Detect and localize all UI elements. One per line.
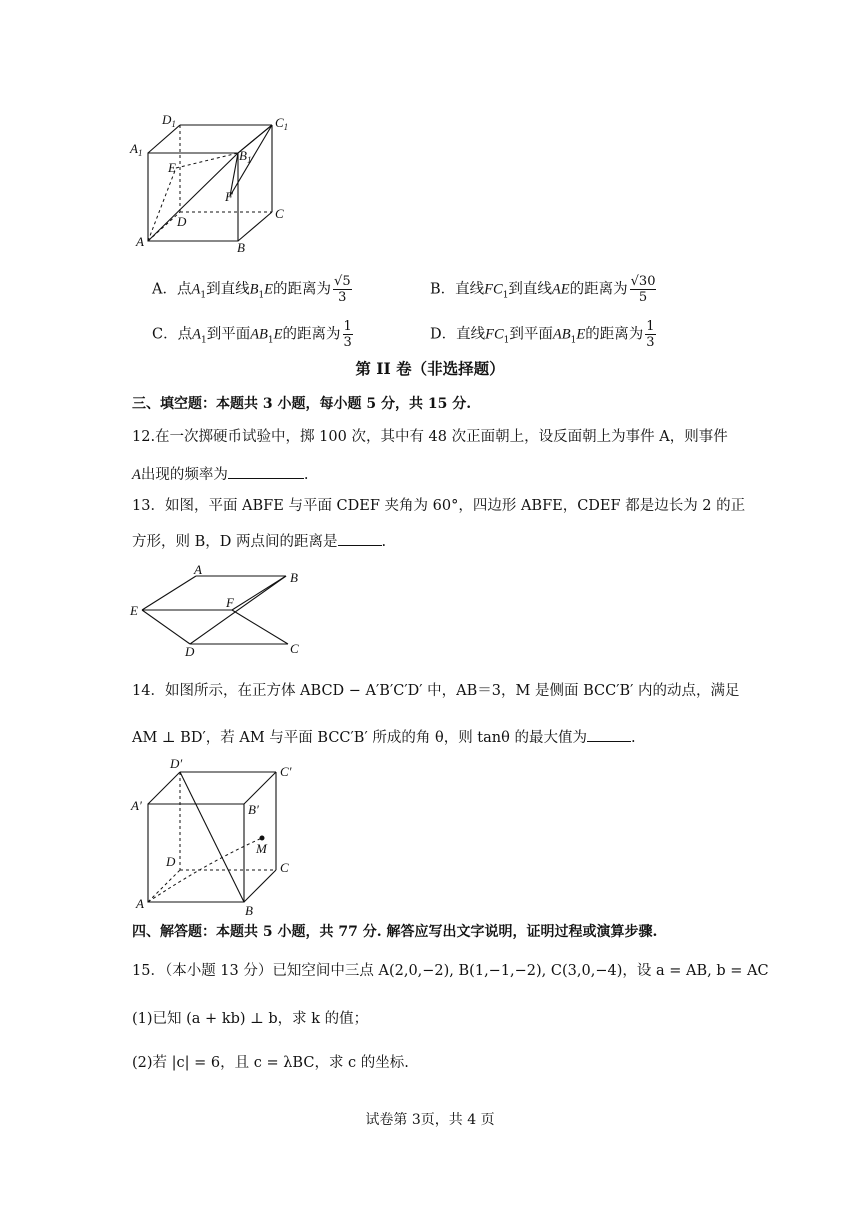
label-D: D xyxy=(166,854,176,869)
label-D: D xyxy=(185,644,195,659)
label-C-prime: C′ xyxy=(280,764,292,779)
label-B-prime: B′ xyxy=(248,802,259,817)
cube-figure-q14 xyxy=(128,752,303,920)
label-D-prime: D′ xyxy=(170,756,183,771)
planes-figure-q13 xyxy=(128,560,318,660)
q15-part2: (2)若 |c| = 6，且 c = λBC，求 c 的坐标. xyxy=(132,1055,409,1071)
q13-line1: 13．如图，平面 ABFE 与平面 CDEF 夹角为 60°，四边形 ABFE，CDEF 都是边长为 2 的正 xyxy=(132,498,746,514)
label-C1: $C_1$ xyxy=(275,115,289,132)
option-d: D．直线$FC_1$到平面$AB_1E$的距离为 $\frac{1}{3}$ xyxy=(430,319,655,350)
label-B1: $B_1$ xyxy=(239,148,252,165)
cube-figure-q11 xyxy=(128,108,298,258)
q12-line2: A出现的频率为 . xyxy=(132,463,308,485)
answer-blank[interactable] xyxy=(338,530,382,546)
q12-line1: 12.在一次掷硬币试验中，掷 100 次，其中有 48 次正面朝上，设反面朝上为事件 A，则事件 xyxy=(132,429,728,445)
label-D1: $D_1$ xyxy=(162,112,176,129)
label-C: C xyxy=(290,641,299,656)
option-c: C．点$A_1$到平面$AB_1E$的距离为 $\frac{1}{3}$ xyxy=(152,319,352,350)
label-F: F xyxy=(226,595,234,610)
q13-line2: 方形，则 B，D 两点间的距离是 . xyxy=(132,530,386,552)
label-B: B xyxy=(245,903,253,918)
label-A1: $A_1$ xyxy=(130,141,143,158)
q15-intro: 15．（本小题 13 分）已知空间中三点 A(2,0,−2), B(1,−1,−2), C(3,0,−4)，设 a = AB, b = AC xyxy=(132,963,769,979)
section-title: 第 II 卷（非选择题） xyxy=(355,359,505,378)
label-E: E xyxy=(130,603,138,618)
part4-heading: 四、解答题：本题共 5 小题，共 77 分. 解答应写出文字说明，证明过程或演算步骤. xyxy=(132,924,658,940)
q15-part1: (1)已知 (a + kb) ⊥ b，求 k 的值； xyxy=(132,1011,369,1027)
label-A: A xyxy=(136,234,144,249)
page-footer: 试卷第 3页，共 4 页 xyxy=(365,1112,495,1128)
option-b: B．直线$FC_1$到直线AE的距离为 $\frac{√30}{5}$ xyxy=(430,274,656,305)
label-B: B xyxy=(237,240,245,255)
q14-line1: 14．如图所示，在正方体 ABCD − A′B′C′D′ 中，AB＝3，M 是侧面 BCC′B′ 内的动点，满足 xyxy=(132,683,740,699)
q14-line2: AM ⊥ BD′，若 AM 与平面 BCC′B′ 所成的角 θ，则 tanθ 的最大值为 . xyxy=(132,726,636,748)
label-M: M xyxy=(256,841,267,856)
label-E: E xyxy=(168,160,176,175)
answer-blank[interactable] xyxy=(228,463,304,479)
label-A-prime: A′ xyxy=(131,798,142,813)
label-C: C xyxy=(280,860,289,875)
label-F: F xyxy=(225,189,233,204)
label-B: B xyxy=(290,570,298,585)
option-a: A．点$A_1$到直线$B_1E$的距离为 $\frac{√5}{3}$ xyxy=(152,274,351,305)
label-A: A xyxy=(194,562,202,577)
label-D: D xyxy=(177,214,187,229)
part3-heading: 三、填空题：本题共 3 小题，每小题 5 分，共 15 分. xyxy=(132,396,472,412)
answer-blank[interactable] xyxy=(587,726,631,742)
point-M xyxy=(260,836,265,841)
label-C: C xyxy=(275,206,284,221)
label-A: A xyxy=(136,896,144,911)
